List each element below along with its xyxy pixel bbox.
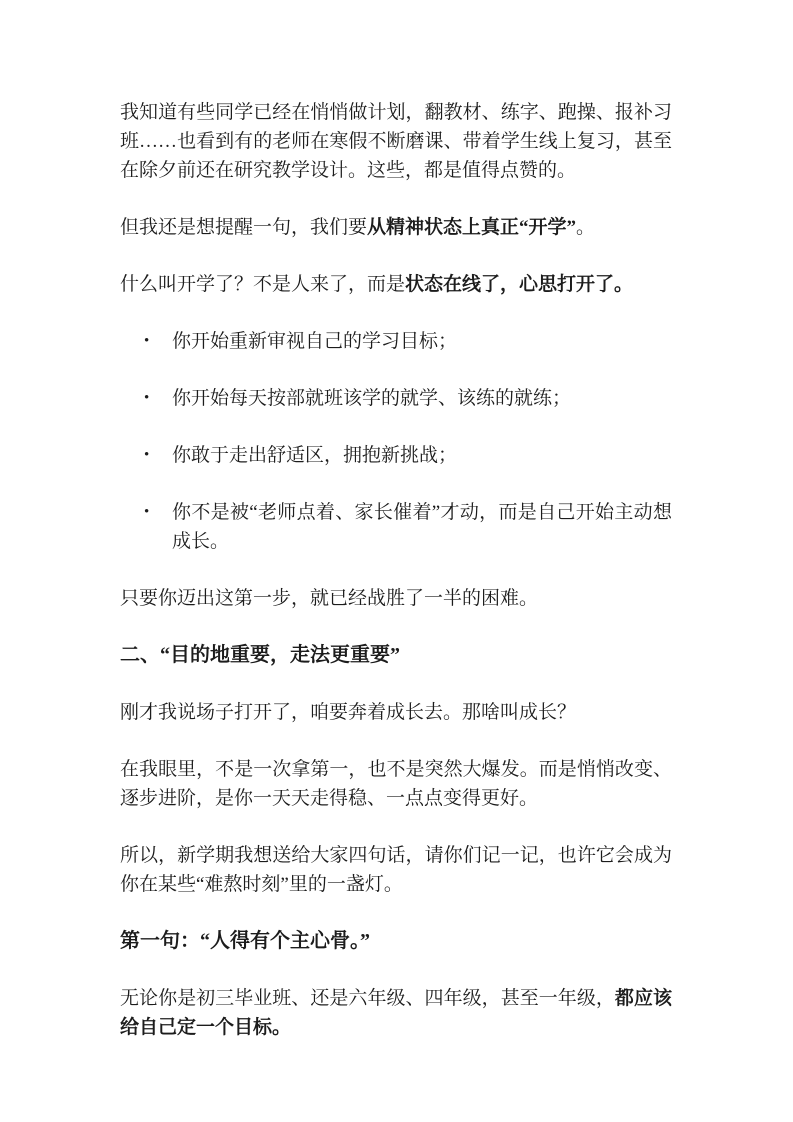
text-run: 什么叫开学了？不是人来了，而是 xyxy=(120,274,406,295)
text-run: 你开始每天按部就班该学的就学、该练的就练； xyxy=(172,388,572,409)
bold-text-run: 从精神状态上真正“开学” xyxy=(367,217,577,238)
bullet-icon: • xyxy=(144,504,150,520)
list-item xyxy=(120,441,672,470)
text-run: 只要你迈出这第一步，就已经战胜了一半的困难。 xyxy=(120,588,539,609)
text-run: 但我还是想提醒一句，我们要 xyxy=(120,217,368,238)
paragraph xyxy=(120,213,672,242)
paragraph xyxy=(120,755,672,813)
section-heading xyxy=(120,641,672,670)
bullet-icon: • xyxy=(144,390,150,406)
text-run: 无论你是初三毕业班、还是六年级、四年级，甚至一年级， xyxy=(120,988,615,1009)
text-run: 你开始重新审视自己的学习目标； xyxy=(172,331,458,352)
bold-text-run: 状态在线了，心思打开了。 xyxy=(405,274,634,295)
text-run: 在我眼里，不是一次拿第一，也不是突然大爆发。而是悄悄改变、逐步进阶，是你一天天走得稳、一点点变得更好。 xyxy=(120,759,672,809)
bullet-icon: • xyxy=(144,447,150,463)
bold-text-run: 都应该给自己定一个目标。 xyxy=(120,988,672,1038)
text-run: 刚才我说场子打开了，咱要奔着成长去。那啥叫成长？ xyxy=(120,702,577,723)
bold-text-run: 二、“目的地重要，走法更重要” xyxy=(120,644,400,666)
paragraph xyxy=(120,270,672,299)
bullet-list xyxy=(120,327,672,556)
text-run: 所以，新学期我想送给大家四句话，请你们记一记，也许它会成为你在某些“难熬时刻”里的一盏灯。 xyxy=(120,845,672,895)
paragraph xyxy=(120,698,672,727)
list-item xyxy=(120,327,672,356)
text-run: 。 xyxy=(576,217,596,238)
list-item xyxy=(120,498,672,556)
paragraph xyxy=(120,584,672,613)
paragraph xyxy=(120,98,672,185)
text-run: 你敢于走出舒适区，拥抱新挑战； xyxy=(172,445,458,466)
bullet-icon: • xyxy=(144,333,150,349)
text-run: 你不是被“老师点着、家长催着”才动，而是自己开始主动想成长。 xyxy=(172,502,672,552)
list-item xyxy=(120,384,672,413)
text-run: 我知道有些同学已经在悄悄做计划，翻教材、练字、跑操、报补习班……也看到有的老师在寒假不断磨课、带着学生线上复习，甚至在除夕前还在研究教学设计。这些，都是值得点赞的。 xyxy=(120,102,672,181)
bold-text-run: 第一句：“人得有个主心骨。” xyxy=(120,930,370,952)
paragraph xyxy=(120,984,672,1042)
section-heading xyxy=(120,927,672,956)
paragraph xyxy=(120,841,672,899)
